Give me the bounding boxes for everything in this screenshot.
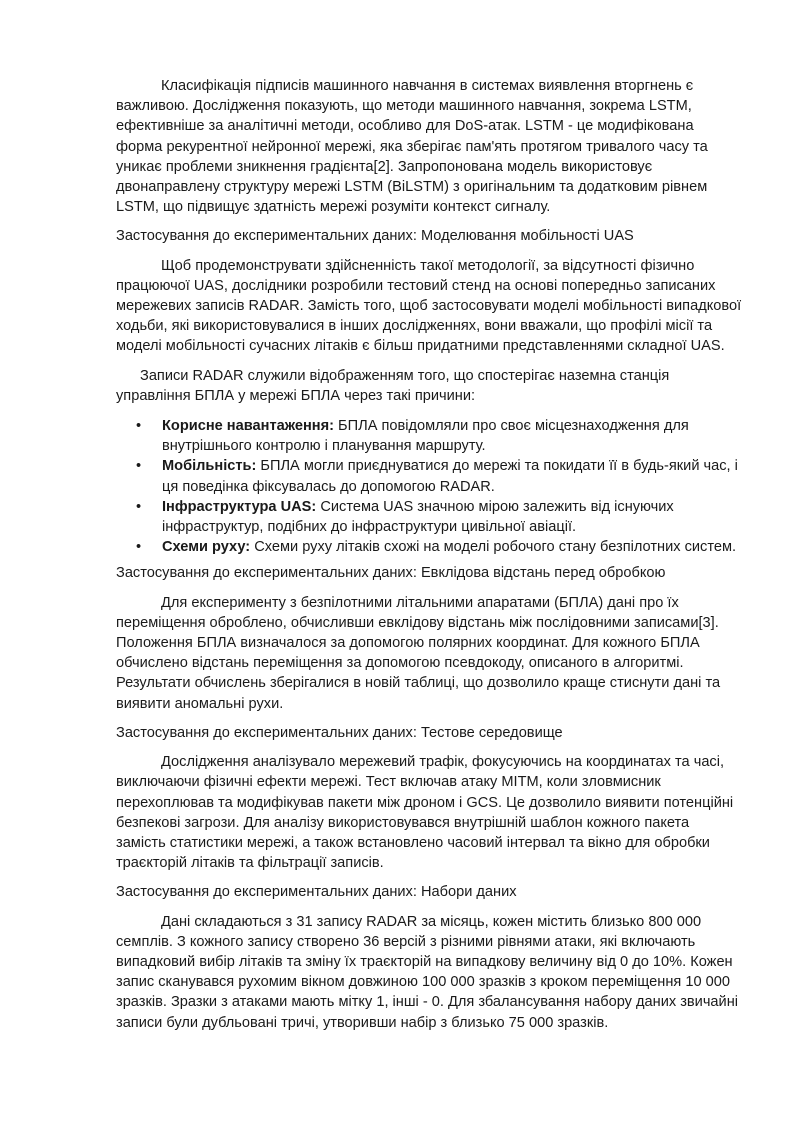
list-item-term: Схеми руху: [162, 539, 251, 556]
list-item-term: Корисне навантаження: [162, 418, 334, 435]
list-item-infrastructure [136, 497, 742, 537]
section-heading-mobility: Застосування до експериментальних даних: Моделювання мобільності UAS [116, 228, 634, 245]
bullet-icon: • [136, 498, 142, 515]
reasons-list [116, 416, 742, 557]
list-item-payload [136, 416, 742, 456]
list-item-text: БПЛА повідомляли про своє місцезнаходження для внутрішнього контролю і планування маршруту. [162, 418, 689, 455]
list-item-text: Система UAS значною мірою залежить від існуючих інфраструктур, подібних до інфраструктури цивільної авіації. [162, 498, 674, 536]
paragraph-euclidean: Для експерименту з безпілотними літальними апаратами (БПЛА) дані про їх переміщення оброблено, обчисливши евклідову відстань між послідовними записами[3]. Положення БПЛА визначалося за допомогою полярних координат. Для кожного БПЛА обчислено відстань переміщення за допомогою псевдокоду, описаного в алгоритмі. Результати обчислень зберігалися в новій таблиці, що дозволило краще стиснути дані та виявити аномальні рухи. [116, 594, 721, 712]
list-item-term: Інфраструктура UAS: [162, 498, 317, 515]
bullet-icon: • [136, 418, 142, 435]
list-item-text: Схеми руху літаків схожі на моделі робочого стану безпілотних систем. [250, 539, 737, 556]
bullet-icon: • [136, 458, 142, 475]
paragraph-datasets: Дані складаються з 31 запису RADAR за місяць, кожен містить близько 800 000 семплів. З кожного запису створено 36 версій з різними рівнями атаки, які включають випадковий вибір літаків та зміну їх траєкторій на випадкову величину від 0 до 10%. Кожен запис сканувався рухомим вікном довжиною 100 000 зразків з кроком переміщення 10 000 зразків. Зразки з атаками мають мітку 1, інші - 0. Для збалансування набору даних звичайні записи були дубльовані тричі, утворивши набір з близько 75 000 зразків. [116, 913, 739, 1031]
paragraph-ml-classification: Класифікація підписів машинного навчання в системах виявлення вторгнень є важливою. Дослідження показують, що методи машинного навчання, зокрема LSTM, ефективніше за аналітичні методи, особливо для DoS-атак. LSTM - це модифікована форма рекурентної нейронної мережі, яка зберігає пам'ять протягом тривалого часу та уникає проблеми зникнення градієнта[2]. Запропонована модель використовує двонаправлену структуру мережі LSTM (BiLSTM) з оригінальним та додатковим рівнем LSTM, що підвищує здатність мережі розуміти контекст сигналу. [116, 78, 708, 216]
list-item-traffic-patterns [136, 537, 742, 557]
section-heading-test-environment: Застосування до експериментальних даних: Тестове середовище [116, 724, 563, 741]
paragraph-test-environment: Дослідження аналізувало мережевий трафік, фокусуючись на координатах та часі, виключаючи фізичні ефекти мережі. Тест включав атаку MITM, коли зловмисник перехоплював та модифікував пакети між дроном і GCS. Це дозволило виявити потенційні безпекові загрози. Для аналізу використовувався внутрішній шаблон кожного пакета замість статистики мережі, а також встановлено часовий інтервал та вікно для обробки траєкторій літаків та фільтрації записів. [116, 754, 734, 872]
list-item-text: БПЛА могли приєднуватися до мережі та покидати її в будь-який час, і ця поведінка фіксувалась до допомогою RADAR. [162, 458, 738, 495]
list-item-mobility [136, 456, 742, 496]
list-item-term: Мобільність: [162, 458, 257, 475]
paragraph-radar-records: Записи RADAR служили відображенням того, що спостерігає наземна станція управління БПЛА у мережі БПЛА через такі причини: [116, 367, 670, 404]
section-heading-datasets: Застосування до експериментальних даних: Набори даних [116, 884, 517, 901]
section-heading-euclidean: Застосування до експериментальних даних: Евклідова відстань перед обробкою [116, 565, 666, 582]
paragraph-mobility: Щоб продемонструвати здійсненність такої методології, за відсутності фізично працюючої UAS, дослідники розробили тестовий стенд на основі попередньо записаних мережевих записів RADAR. Замість того, щоб застосовувати моделі мобільності випадкової ходьби, які використовувалися в інших дослідженнях, вони вважали, що профілі місії та моделі мобільності сучасних літаків є більш придатними представленнями складної UAS. [116, 257, 742, 355]
bullet-icon: • [136, 539, 142, 556]
